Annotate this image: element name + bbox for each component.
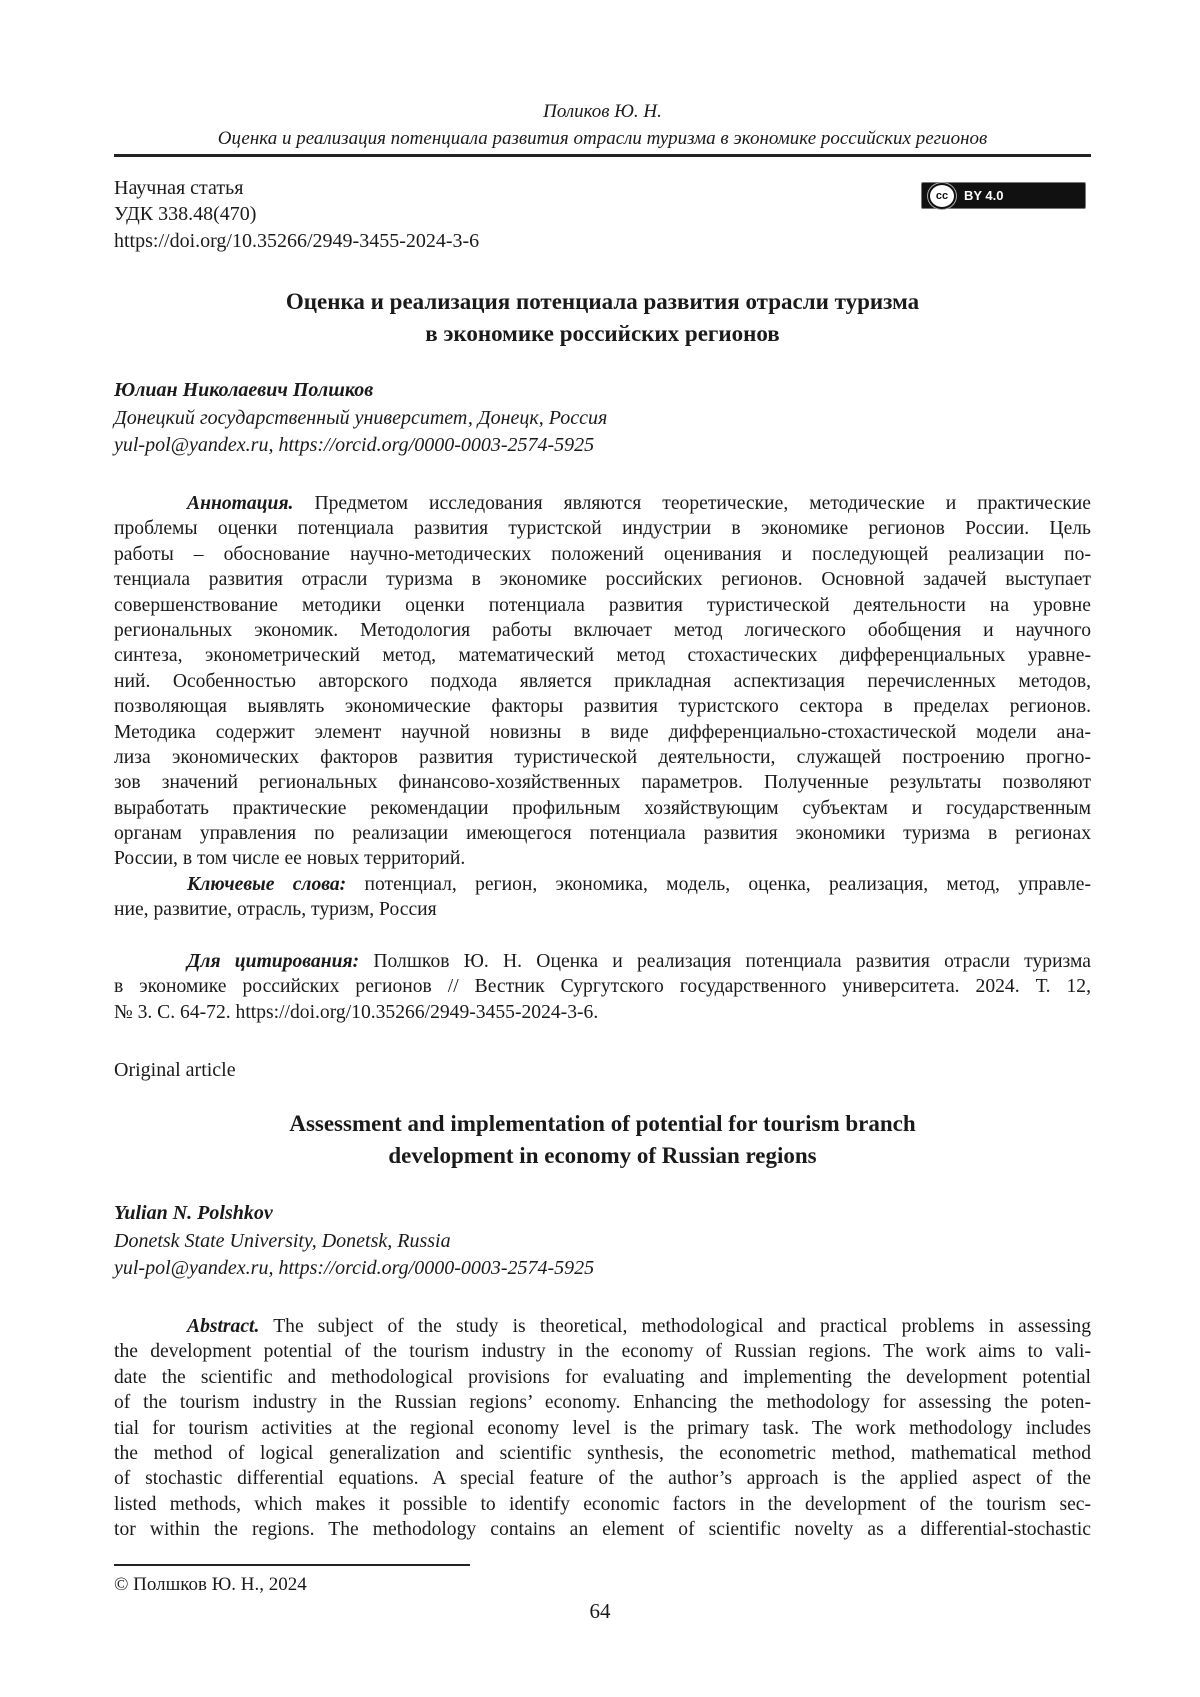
line-text: позволяющая выявлять экономические факторы развития туристского сектора в пределах регионов.	[114, 696, 1091, 717]
title-ru-line: Оценка и реализация потенциала развития отрасли туризма	[114, 286, 1091, 318]
author-block-ru	[114, 377, 1091, 460]
text-line	[114, 949, 1091, 974]
text-line	[114, 593, 1091, 618]
text-line	[114, 1441, 1091, 1466]
page-number: 64	[0, 1599, 1200, 1624]
line-text: проблемы оценки потенциала развития туристской индустрии в экономике регионов России. Цель	[114, 518, 1091, 539]
text-line	[114, 643, 1091, 668]
line-text: tial for tourism activities at the regional economy level is the primary task. The work methodology includes	[114, 1418, 1091, 1439]
text-line	[114, 720, 1091, 745]
text-line	[114, 516, 1091, 541]
text-line	[114, 1339, 1091, 1364]
header-divider	[114, 154, 1091, 157]
footnote-divider	[114, 1564, 470, 1566]
text-line	[114, 1492, 1091, 1517]
article-type: Научная статья	[114, 175, 1091, 202]
section-label: Abstract.	[187, 1316, 259, 1337]
text-line	[114, 897, 1091, 922]
keywords-ru	[114, 872, 1091, 923]
line-text: listed methods, which makes it possible to identify economic factors in the development of the tourism sec-	[114, 1494, 1091, 1515]
line-text: в экономике российских регионов // Вестник Сургутского государственного университета. 2024. Т. 12,	[114, 976, 1091, 997]
text-line	[114, 567, 1091, 592]
section-label: Ключевые слова:	[187, 874, 346, 895]
line-text: the development potential of the tourism industry in the economy of Russian regions. The work aims to vali-	[114, 1341, 1091, 1362]
text-line	[114, 1390, 1091, 1415]
cc-license-badge[interactable]	[921, 182, 1086, 209]
udc-code: УДК 338.48(470)	[114, 201, 1091, 228]
text-line	[114, 821, 1091, 846]
line-text: date the scientific and methodological provisions for evaluating and implementing the development potential	[114, 1367, 1091, 1388]
running-header-title: Оценка и реализация потенциала развития отрасли туризма в экономике российских регионов	[114, 126, 1091, 152]
line-text: региональных экономик. Методология работы включает метод логического обобщения и научного	[114, 620, 1091, 641]
abstract-ru	[114, 491, 1091, 872]
line-text: синтеза, эконометрический метод, математический метод стохастических дифференциальных уравне-	[114, 645, 1091, 666]
line-text: ний. Особенностью авторского подхода является прикладная аспектизация перечисленных методов,	[114, 671, 1091, 692]
copyright-note: © Полшков Ю. Н., 2024	[114, 1574, 307, 1596]
line-text: Полшков Ю. Н. Оценка и реализация потенциала развития отрасли туризма	[359, 951, 1091, 972]
line-text: выработать практические рекомендации профильным хозяйствующим субъектам и государственным	[114, 798, 1091, 819]
text-line	[114, 872, 1091, 897]
author-block-en	[114, 1200, 1091, 1283]
line-text: тенциала развития отрасли туризма в экономике российских регионов. Основной задачей выступает	[114, 569, 1091, 590]
article-type-en: Original article	[114, 1057, 1091, 1084]
title-ru	[114, 286, 1091, 350]
creative-commons-icon: cc	[928, 183, 956, 209]
author-contacts-en: yul-pol@yandex.ru, https://orcid.org/0000-0003-2574-5925	[114, 1255, 1091, 1283]
author-affiliation: Донецкий государственный университет, Донецк, Россия	[114, 405, 1091, 433]
line-text: работы – обоснование научно-методических положений оценивания и последующей реализации по-	[114, 544, 1091, 565]
line-text: of stochastic differential equations. A special feature of the author’s approach is the applied aspect of the	[114, 1468, 1091, 1489]
citation	[114, 949, 1091, 1025]
line-text: ние, развитие, отрасль, туризм, Россия	[114, 899, 437, 920]
title-en	[114, 1108, 1091, 1172]
text-line	[114, 1466, 1091, 1491]
line-text: № 3. С. 64-72. https://doi.org/10.35266/2949-3455-2024-3-6.	[114, 1002, 598, 1023]
line-text: органам управления по реализации имеющегося потенциала развития экономики туризма в регионах	[114, 823, 1091, 844]
line-text: Предметом исследования являются теоретические, методические и практические	[293, 493, 1091, 514]
line-text: лиза экономических факторов развития туристической деятельности, служащей построению прогно-	[114, 747, 1091, 768]
line-text: зов значений региональных финансово-хозяйственных параметров. Полученные результаты позволяют	[114, 772, 1091, 793]
text-line	[114, 669, 1091, 694]
author-contacts: yul-pol@yandex.ru, https://orcid.org/0000-0003-2574-5925	[114, 432, 1091, 460]
line-text: tor within the regions. The methodology contains an element of scientific novelty as a differential-stochastic	[114, 1519, 1091, 1540]
text-line	[114, 542, 1091, 567]
text-line	[114, 974, 1091, 999]
text-line	[114, 1314, 1091, 1339]
license-label: BY 4.0	[964, 188, 1004, 203]
abstract-en	[114, 1314, 1091, 1543]
line-text: The subject of the study is theoretical, methodological and practical problems in assessing	[259, 1316, 1091, 1337]
text-line	[114, 491, 1091, 516]
line-text: совершенствование методики оценки потенциала развития туристической деятельности на уровне	[114, 595, 1091, 616]
line-text: потенциал, регион, экономика, модель, оценка, реализация, метод, управле-	[346, 874, 1091, 895]
text-line	[114, 770, 1091, 795]
text-line	[114, 745, 1091, 770]
text-line	[114, 1517, 1091, 1542]
title-en-line: development in economy of Russian regions	[114, 1140, 1091, 1172]
line-text: the method of logical generalization and scientific synthesis, the econometric method, mathematical method	[114, 1443, 1091, 1464]
line-text: Методика содержит элемент научной новизны в виде дифференциально-стохастической модели ана-	[114, 722, 1091, 743]
title-en-line: Assessment and implementation of potential for tourism branch	[114, 1108, 1091, 1140]
author-name: Юлиан Николаевич Полшков	[114, 377, 1091, 405]
section-label: Аннотация.	[187, 493, 293, 514]
abstract-en-wrap	[114, 1314, 1091, 1543]
author-name-en: Yulian N. Polshkov	[114, 1200, 1091, 1228]
doi-link[interactable]: https://doi.org/10.35266/2949-3455-2024-3-6	[114, 228, 1091, 255]
line-text: России, в том числе ее новых территорий.	[114, 848, 465, 869]
text-line	[114, 796, 1091, 821]
author-affiliation-en: Donetsk State University, Donetsk, Russia	[114, 1228, 1091, 1256]
text-line	[114, 1000, 1091, 1025]
text-line	[114, 846, 1091, 871]
title-ru-line: в экономике российских регионов	[114, 318, 1091, 350]
text-line	[114, 618, 1091, 643]
text-line	[114, 694, 1091, 719]
section-label: Для цитирования:	[187, 951, 359, 972]
line-text: of the tourism industry in the Russian regions’ economy. Enhancing the methodology for assessing the poten-	[114, 1392, 1091, 1413]
text-line	[114, 1365, 1091, 1390]
running-header-author: Поликов Ю. Н.	[114, 99, 1091, 125]
text-line	[114, 1416, 1091, 1441]
